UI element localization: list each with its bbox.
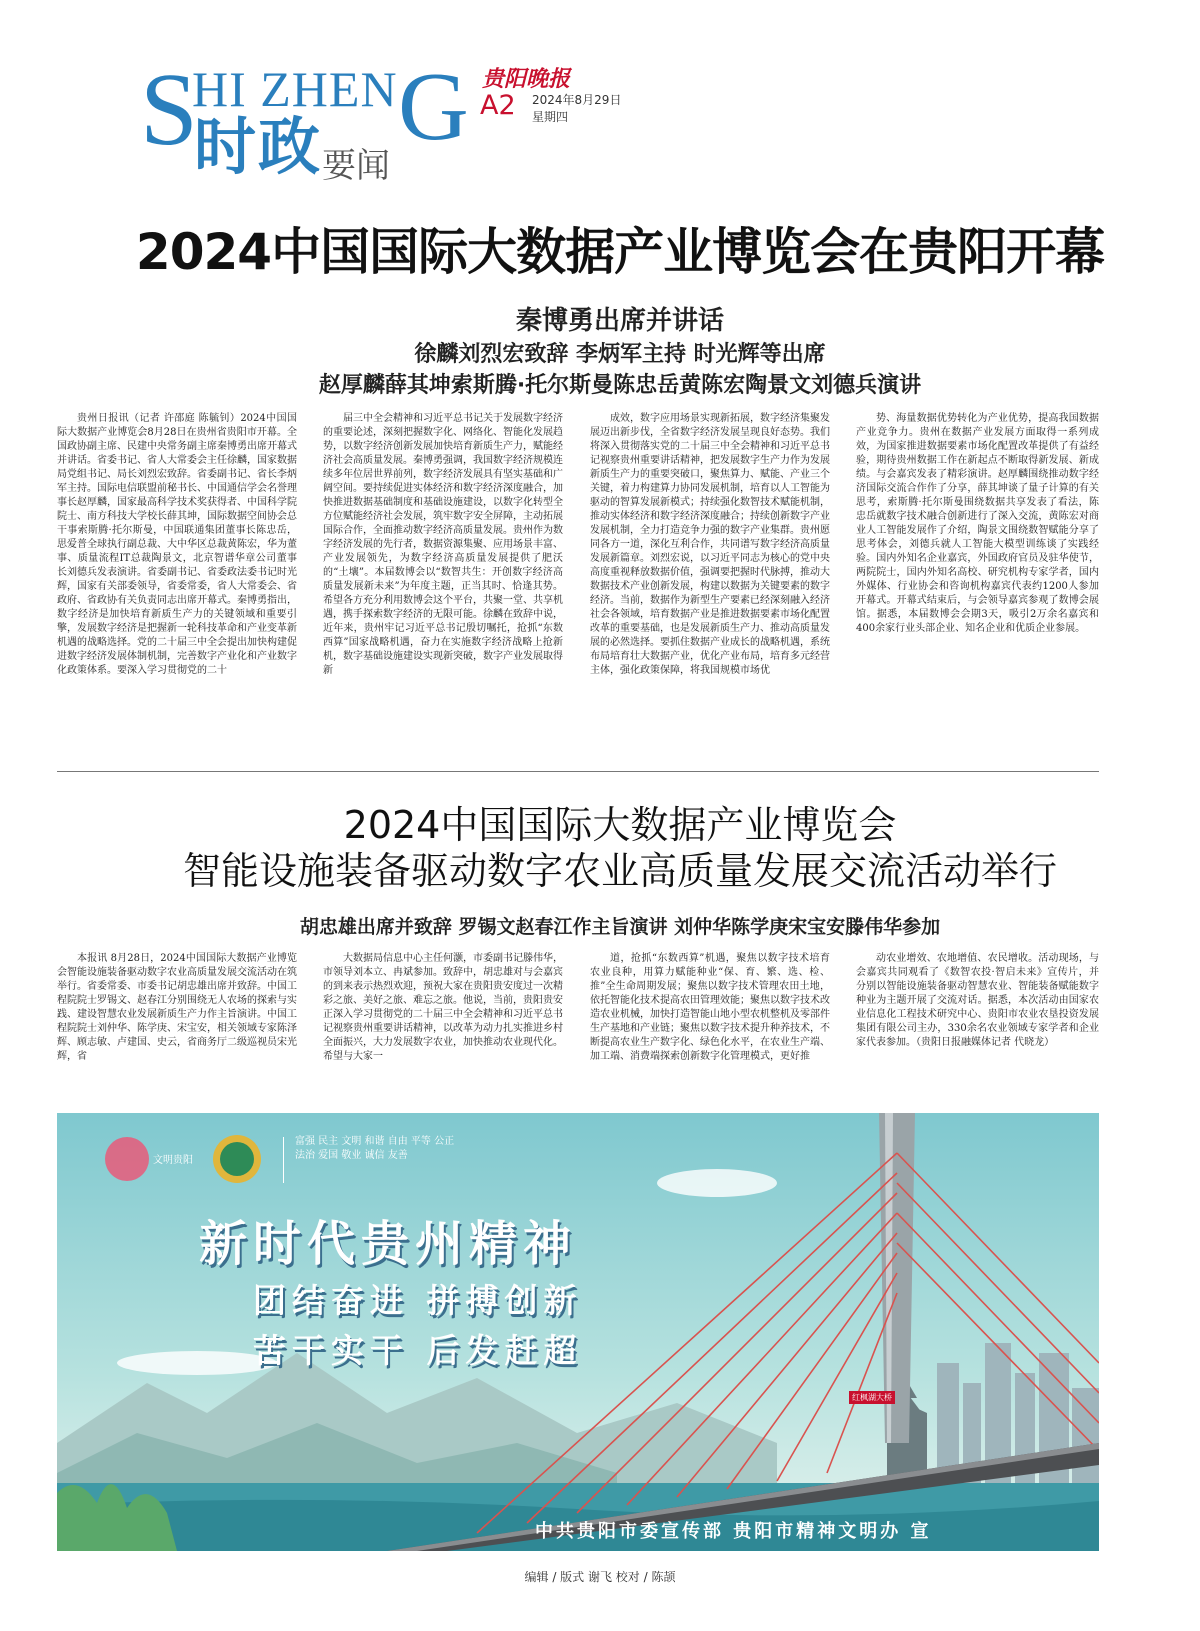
article2-column-1 — [57, 952, 297, 1090]
article1-subhead-1: 秦博勇出席并讲话 — [515, 306, 724, 336]
article1-subhead-3: 赵厚麟薛其坤索斯腾·托尔斯曼陈忠岳黄陈宏陶景文刘德兵演讲 — [318, 373, 922, 398]
article2-subhead: 胡忠雄出席并致辞 罗锡文赵春江作主旨演讲 刘仲华陈学庚宋宝安滕伟华参加 — [299, 916, 941, 938]
ad-slogan-1: 团结奋进 拼搏创新 — [253, 1281, 583, 1320]
bridge-sign: 红枫湖大桥 — [849, 1391, 895, 1404]
article2-column-4 — [856, 952, 1099, 1090]
article2-headline-line2: 智能设施装备驱动数字农业高质量发展交流活动举行 — [182, 849, 1057, 893]
masthead-latin-g: G — [398, 53, 469, 161]
masthead-latin-hi-zhen: HI ZHEN — [192, 61, 398, 117]
issue-date: 2024年8月29日 — [532, 93, 622, 107]
article2-headline-line1: 2024中国国际大数据产业博览会 — [343, 803, 897, 847]
article1-col1-text: 贵州日报讯（记者 许邵庭 陈毓钊）2024中国国际大数据产业博览会8月28日在贵州省贵阳市开幕。全国政协副主席、民建中央常务副主席秦博勇出席开幕式并讲话。省委书记、省人大常委会主任徐麟，国家数据局党组书记、局长刘烈宏致辞。省委副书记、省长李炳军主持。国际电信联盟前秘书长、中国通信学会名誉理事长赵厚麟，国家最高科学技术奖获得者、中国科学院院士、南方科技大学校长薛其坤，国际数据空间协会总干事索斯腾·托尔斯曼，中国联通集团董事长陈忠岳，思爱普全球执行副总裁、大中华区总裁黄陈宏，华为董事、质量流程IT总裁陶景文，北京智谱华章公司董事长刘德兵发表演讲。省委副书记、省委政法委书记时光辉，国家有关部委领导，省委常委，省人大常委会、省政府、省政协有关负责同志出席开幕式。秦博勇指出，数字经济是加快培育新质生产力的关键领域和重要引擎，发展数字经济是把握新一轮科技革命和产业变革新机遇的战略选择。党的二十届三中全会提出加快构建促进数字经济发展体制机制，完善数字产业化和产业数字化政策体系。要深入学习贯彻党的二十 — [57, 413, 297, 676]
article1-col4-text: 势、海量数据优势转化为产业优势，提高我国数据产业竞争力。贵州在数据产业发展方面取得一系列成效，为国家推进数据要素市场化配置改革提供了有益经验，期待贵州数据工作在新起点不断取得新发展、新成绩。与会嘉宾发表了精彩演讲。赵厚麟围绕推动数字经济国际交流合作作了分享，薛其坤谈了量子计算的有关思考，索斯腾·托尔斯曼围绕数据共享发表了看法，陈忠岳就数字技术融合创新进行了深入交流，黄陈宏对商业人工智能发展作了介绍，陶景文围绕数智赋能分享了思考体会，刘德兵就人工智能大模型训练谈了实践经验。国内外知名企业嘉宾，外国政府官员及驻华使节，两院院士，国内外知名高校、研究机构专家学者，国内外媒体、行业协会和咨询机构嘉宾代表约1200人参加开幕式。开幕式结束后，与会领导嘉宾参观了数博会展馆。据悉，本届数博会会期3天，吸引2万余名嘉宾和400余家行业头部企业、知名企业和优质企业参展。 — [856, 413, 1099, 634]
public-service-ad — [57, 1113, 1099, 1551]
page-number: A2 — [480, 90, 516, 121]
article2-col1-text: 本报讯 8月28日，2024中国国际大数据产业博览会智能设施装备驱动数字农业高质量发展交流活动在筑举行。省委常委、市委书记胡忠雄出席并致辞。中国工程院院士罗锡文、赵春江分别围绕无人农场的探索与实践、建设智慧农业发展新质生产力作主旨演讲。中国工程院院士刘仲华、陈学庚、宋宝安，相关领域专家陈泽辉、顾志敏、卢建国、史云，省商务厅二级巡视员宋光辉，省 — [57, 953, 297, 1062]
article1-col3-text: 成效，数字应用场景实现新拓展，数字经济集聚发展迈出新步伐，全省数字经济发展呈现良好态势。我们将深入贯彻落实党的二十届三中全会精神和习近平总书记视察贵州重要讲话精神，把发展数字生产力作为发展新质生产力的重要突破口，聚焦算力、赋能、产业三个关键，着力构建算力协同发展机制，培育以人工智能为驱动的智算发展新模式；持续强化数智技术赋能机制，推动实体经济和数字经济深度融合；持续创新数字产业发展机制，全力打造竞争力强的数字产业集群。贵州愿同各方一道，深化互利合作，共同谱写数字经济高质量发展新篇章。刘烈宏说，以习近平同志为核心的党中央高度重视释放数据价值，强调要把握时代脉搏，推动大数据技术产业创新发展，构建以数据为关键要素的数字经济。当前，数据作为新型生产要素已经深刻融入经济社会各领域，培育数据产业是推进数据要素市场化配置改革的重要基础，也是发展新质生产力、推动高质量发展的必然选择。要抓住数据产业成长的战略机遇，系统布局培育壮大数据产业，优化产业布局，培育多元经营主体，强化政策保障，将我国规模市场优 — [590, 413, 830, 676]
article2-col3-text: 道，抢抓“东数西算”机遇，聚焦以数字技术培育农业良种，用算力赋能种业“保、育、繁、选、检、推”全生命周期发展；聚焦以数字技术管理农田土地，依托智能化技术提高农田管理效能；聚焦以数字技术改造农业机械，加快打造智能山地小型农机整机及零部件生产基地和产业链；聚焦以数字技术提升种养技术，不断提高农业生产数字化、绿色化水平，在农业生产端、加工端、消费端探索创新数字化管理模式，更好推 — [590, 953, 830, 1062]
page-footer-credits: 编辑 / 版式 谢飞 校对 / 陈颉 — [524, 1570, 676, 1584]
article1-column-2 — [323, 412, 563, 747]
core-values-text: 富强 民主 文明 和谐 自由 平等 公正 法治 爱国 敬业 诚信 友善 — [295, 1136, 455, 1161]
article1-subhead-2: 徐麟刘烈宏致辞 李炳军主持 时光辉等出席 — [414, 342, 826, 367]
civilization-logo-label: 文明贵阳 — [153, 1155, 193, 1166]
article2-col2-text: 大数据局信息中心主任何灏，市委副书记滕伟华，市领导刘本立、冉斌参加。致辞中，胡忠雄对与会嘉宾的到来表示热烈欢迎，预祝大家在贵阳贵安度过一次精彩之旅、美好之旅、难忘之旅。他说，当前，贵阳贵安正深入学习贯彻党的二十届三中全会精神和习近平总书记视察贵州重要讲话精神，以改革为动力扎实推进乡村全面振兴，大力发展数字农业，加快推动农业现代化。希望与大家一 — [323, 953, 563, 1062]
article1-column-4 — [856, 412, 1099, 747]
article2-column-3 — [590, 952, 830, 1090]
ad-slogan-2: 苦干实干 后发赶超 — [253, 1331, 583, 1370]
masthead-latin-s: S — [140, 52, 198, 167]
article1-column-3 — [590, 412, 830, 747]
issue-weekday: 星期四 — [532, 110, 569, 124]
paper-name-logo: 贵阳晚报 — [482, 66, 571, 92]
article2-col4-text: 动农业增效、农地增值、农民增收。活动现场，与会嘉宾共同观看了《数智农投·智启未来》宣传片，并分别以智能设施装备驱动智慧农业、智能装备赋能数字种业为主题开展了交流对话。据悉，本次活动由国家农业信息化工程技术研究中心、贵阳市农业农垦投资发展集团有限公司主办，330余名农业领域专家学者和企业家代表参加。（贵阳日报融媒体记者 代晓龙） — [856, 953, 1099, 1048]
article1-headline: 2024中国国际大数据产业博览会在贵阳开幕 — [135, 223, 1105, 281]
article-divider — [57, 771, 1099, 772]
ad-credit: 中共贵阳市委宣传部 贵阳市精神文明办 宣 — [535, 1521, 932, 1542]
masthead-section-title: 时政 — [194, 110, 323, 183]
ad-title: 新时代贵州精神 — [199, 1216, 578, 1272]
masthead-section-sub: 要闻 — [322, 146, 390, 186]
article1-col2-text: 届三中全会精神和习近平总书记关于发展数字经济的重要论述，深刻把握数字化、网络化、智能化发展趋势，以数字经济创新发展加快培育新质生产力，赋能经济社会高质量发展。秦博勇强调，我国数字经济规模连续多年位居世界前列，数字经济发展具有坚实基础和广阔空间。要持续促进实体经济和数字经济深度融合，加快推进数据基础制度和基础设施建设，以数字化转型全方位赋能经济社会发展，筑牢数字安全屏障，主动拓展国际合作，全面推动数字经济高质量发展。贵州作为数字经济发展的先行者，数据资源集聚、应用场景丰富、产业发展领先，为数字经济高质量发展提供了肥沃的“土壤”。本届数博会以“数智共生：开创数字经济高质量发展新未来”为年度主题，正当其时、恰逢其势。希望各方充分利用数博会这个平台，共聚一堂、共享机遇，携手探索数字经济的无限可能。徐麟在致辞中说，近年来，贵州牢记习近平总书记殷切嘱托，抢抓“东数西算”国家战略机遇，奋力在实施数字经济战略上抢新机，数字基础设施建设实现新突破，数字产业发展取得新 — [323, 413, 563, 676]
article2-column-2 — [323, 952, 563, 1090]
article1-column-1 — [57, 412, 297, 747]
